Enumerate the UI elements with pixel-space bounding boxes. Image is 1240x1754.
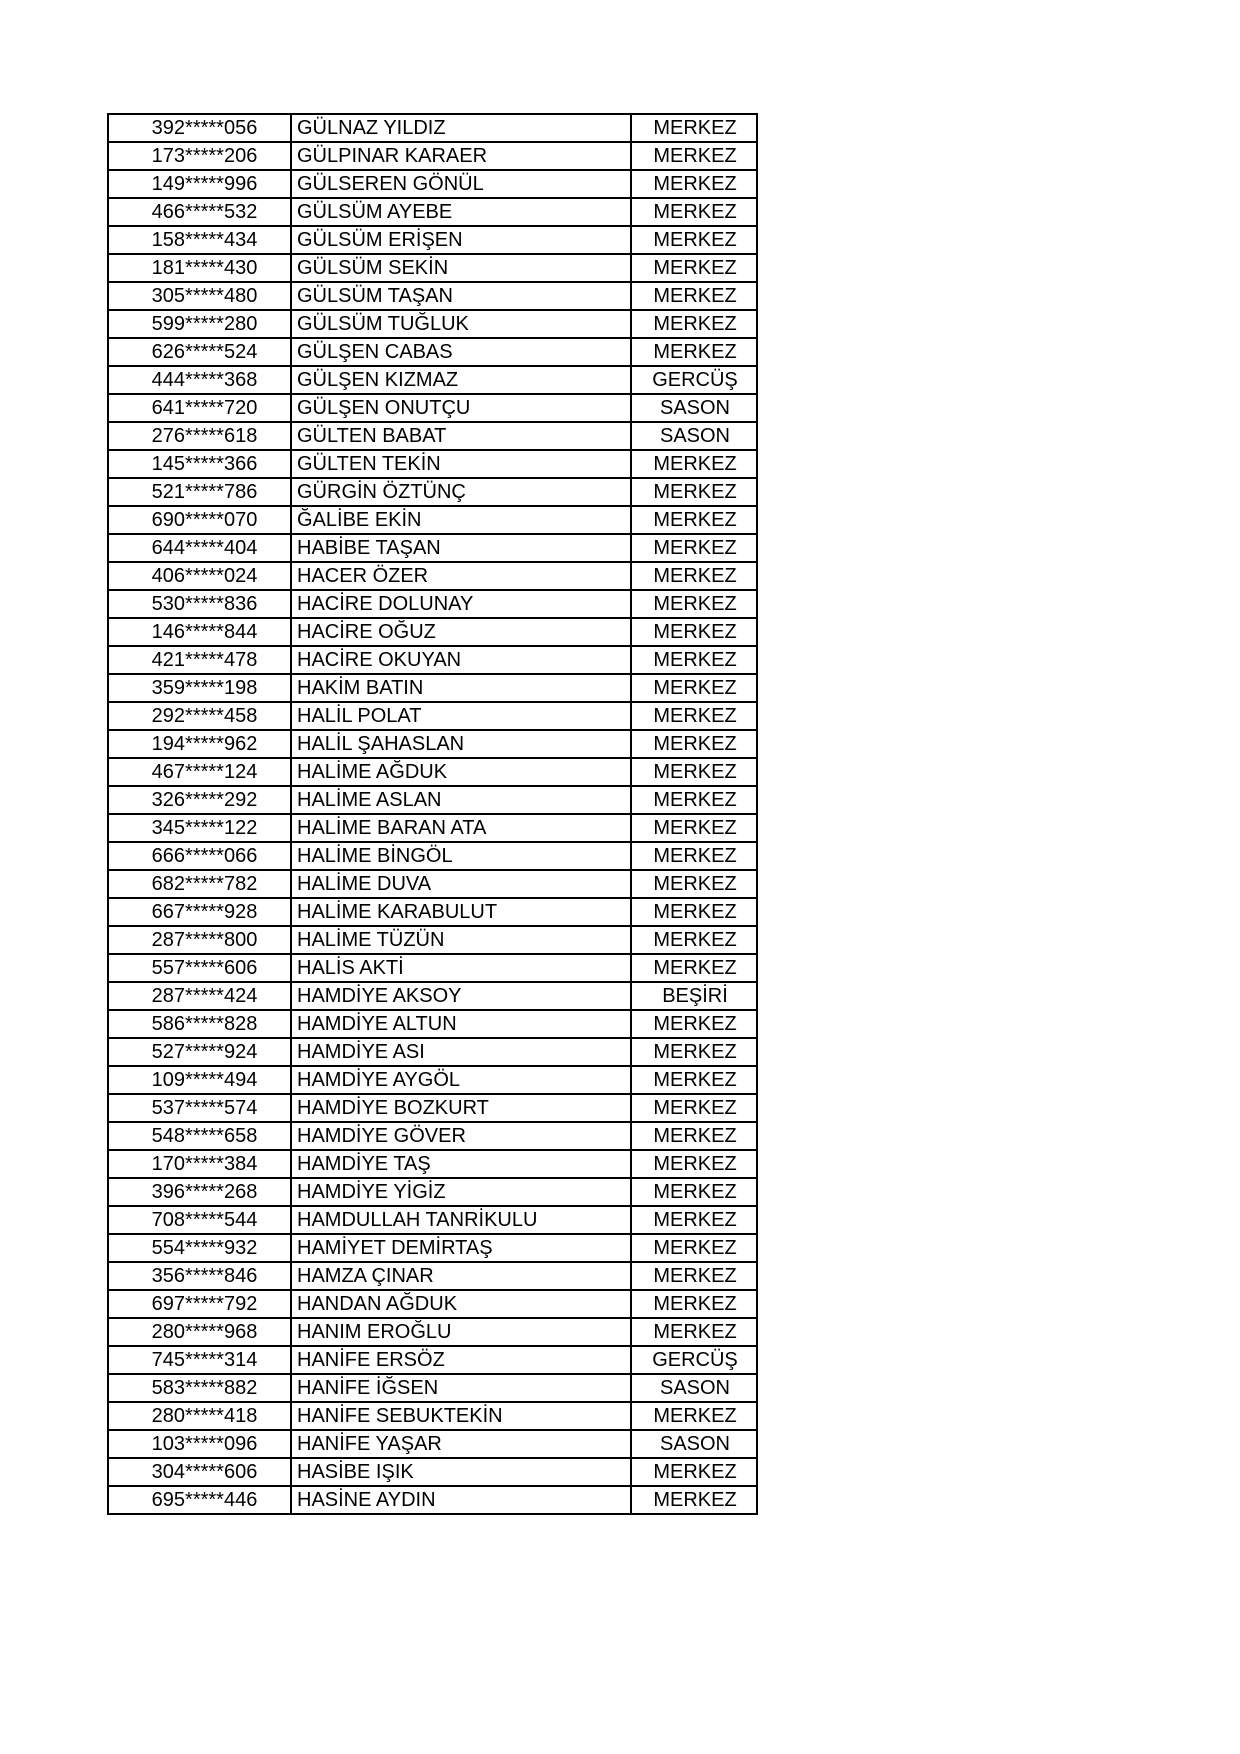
table-row [108,450,757,478]
table-row [108,870,757,898]
table-row [108,954,757,982]
table-row [108,1206,757,1234]
district-cell: MERKEZ [631,1486,757,1514]
district-cell: MERKEZ [631,954,757,982]
id-cell: 467*****124 [108,758,291,786]
district-cell: MERKEZ [631,478,757,506]
id-cell: 586*****828 [108,1010,291,1038]
district-cell: MERKEZ [631,1150,757,1178]
name-cell: GÜLŞEN ONUTÇU [291,394,631,422]
id-cell: 146*****844 [108,618,291,646]
id-cell: 626*****524 [108,338,291,366]
name-cell: HALİME BARAN ATA [291,814,631,842]
name-cell: GÜRGİN ÖZTÜNÇ [291,478,631,506]
name-cell: HAMDİYE BOZKURT [291,1094,631,1122]
name-cell: GÜLŞEN CABAS [291,338,631,366]
id-cell: 682*****782 [108,870,291,898]
person-list-table [107,113,758,1515]
name-cell: HALİME DUVA [291,870,631,898]
district-cell: MERKEZ [631,898,757,926]
table-row [108,562,757,590]
id-cell: 292*****458 [108,702,291,730]
district-cell: MERKEZ [631,1458,757,1486]
name-cell: HAMDİYE YİGİZ [291,1178,631,1206]
name-cell: HANIM EROĞLU [291,1318,631,1346]
district-cell: MERKEZ [631,114,757,142]
id-cell: 287*****424 [108,982,291,1010]
name-cell: HALİL ŞAHASLAN [291,730,631,758]
id-cell: 557*****606 [108,954,291,982]
name-cell: HASİNE AYDIN [291,1486,631,1514]
district-cell: MERKEZ [631,674,757,702]
table-row [108,114,757,142]
id-cell: 406*****024 [108,562,291,590]
name-cell: HALİME BİNGÖL [291,842,631,870]
district-cell: MERKEZ [631,1066,757,1094]
district-cell: MERKEZ [631,506,757,534]
id-cell: 287*****800 [108,926,291,954]
table-row [108,1094,757,1122]
name-cell: GÜLSÜM ERİŞEN [291,226,631,254]
name-cell: HAMZA ÇINAR [291,1262,631,1290]
table-row [108,170,757,198]
district-cell: MERKEZ [631,870,757,898]
district-cell: MERKEZ [631,170,757,198]
table-row [108,1346,757,1374]
name-cell: HAMDİYE AKSOY [291,982,631,1010]
district-cell: MERKEZ [631,758,757,786]
name-cell: HACİRE OĞUZ [291,618,631,646]
table-row [108,1150,757,1178]
table-row [108,366,757,394]
district-cell: MERKEZ [631,842,757,870]
table-row [108,226,757,254]
name-cell: HAMDİYE GÖVER [291,1122,631,1150]
table-row [108,1290,757,1318]
district-cell: MERKEZ [631,1234,757,1262]
name-cell: HACİRE OKUYAN [291,646,631,674]
table-row [108,898,757,926]
district-cell: MERKEZ [631,730,757,758]
id-cell: 396*****268 [108,1178,291,1206]
name-cell: GÜLSEREN GÖNÜL [291,170,631,198]
id-cell: 521*****786 [108,478,291,506]
id-cell: 103*****096 [108,1430,291,1458]
table-row [108,422,757,450]
id-cell: 304*****606 [108,1458,291,1486]
name-cell: GÜLTEN BABAT [291,422,631,450]
table-row [108,338,757,366]
table-body [108,114,757,1514]
district-cell: MERKEZ [631,1262,757,1290]
table-row [108,142,757,170]
name-cell: HAMDİYE TAŞ [291,1150,631,1178]
id-cell: 173*****206 [108,142,291,170]
district-cell: BEŞİRİ [631,982,757,1010]
district-cell: MERKEZ [631,226,757,254]
district-cell: SASON [631,422,757,450]
district-cell: MERKEZ [631,1094,757,1122]
district-cell: MERKEZ [631,786,757,814]
name-cell: HAMDULLAH TANRİKULU [291,1206,631,1234]
id-cell: 280*****968 [108,1318,291,1346]
table-row [108,674,757,702]
name-cell: ĞALİBE EKİN [291,506,631,534]
name-cell: GÜLSÜM TAŞAN [291,282,631,310]
id-cell: 690*****070 [108,506,291,534]
name-cell: HAKİM BATIN [291,674,631,702]
name-cell: HASİBE IŞIK [291,1458,631,1486]
name-cell: GÜLSÜM SEKİN [291,254,631,282]
table-row [108,590,757,618]
district-cell: MERKEZ [631,450,757,478]
district-cell: MERKEZ [631,1318,757,1346]
table-row [108,1402,757,1430]
district-cell: MERKEZ [631,534,757,562]
table-row [108,982,757,1010]
name-cell: HAMDİYE ALTUN [291,1010,631,1038]
name-cell: GÜLSÜM TUĞLUK [291,310,631,338]
table-row [108,282,757,310]
name-cell: HALİME AĞDUK [291,758,631,786]
id-cell: 644*****404 [108,534,291,562]
table-row [108,1458,757,1486]
name-cell: HAMİYET DEMİRTAŞ [291,1234,631,1262]
table-row [108,1010,757,1038]
id-cell: 697*****792 [108,1290,291,1318]
id-cell: 345*****122 [108,814,291,842]
table-row [108,926,757,954]
district-cell: MERKEZ [631,310,757,338]
district-cell: MERKEZ [631,1038,757,1066]
table-row [108,758,757,786]
table-row [108,1066,757,1094]
table-row [108,1486,757,1514]
district-cell: MERKEZ [631,1290,757,1318]
id-cell: 181*****430 [108,254,291,282]
name-cell: HACİRE DOLUNAY [291,590,631,618]
name-cell: HANİFE ERSÖZ [291,1346,631,1374]
district-cell: MERKEZ [631,1122,757,1150]
district-cell: MERKEZ [631,198,757,226]
table-row [108,1178,757,1206]
name-cell: HALİME TÜZÜN [291,926,631,954]
id-cell: 583*****882 [108,1374,291,1402]
name-cell: HANİFE YAŞAR [291,1430,631,1458]
name-cell: HANİFE İĞSEN [291,1374,631,1402]
district-cell: SASON [631,1430,757,1458]
table-row [108,702,757,730]
district-cell: MERKEZ [631,814,757,842]
id-cell: 359*****198 [108,674,291,702]
id-cell: 537*****574 [108,1094,291,1122]
table-row [108,1038,757,1066]
id-cell: 276*****618 [108,422,291,450]
table-row [108,478,757,506]
table-row [108,730,757,758]
id-cell: 421*****478 [108,646,291,674]
name-cell: HABİBE TAŞAN [291,534,631,562]
id-cell: 158*****434 [108,226,291,254]
table-row [108,1374,757,1402]
id-cell: 280*****418 [108,1402,291,1430]
table-row [108,534,757,562]
district-cell: MERKEZ [631,1206,757,1234]
id-cell: 708*****544 [108,1206,291,1234]
name-cell: HALİS AKTİ [291,954,631,982]
id-cell: 109*****494 [108,1066,291,1094]
district-cell: GERCÜŞ [631,366,757,394]
id-cell: 149*****996 [108,170,291,198]
name-cell: GÜLŞEN KIZMAZ [291,366,631,394]
id-cell: 599*****280 [108,310,291,338]
district-cell: MERKEZ [631,926,757,954]
name-cell: HANDAN AĞDUK [291,1290,631,1318]
district-cell: GERCÜŞ [631,1346,757,1374]
id-cell: 444*****368 [108,366,291,394]
table-row [108,310,757,338]
id-cell: 194*****962 [108,730,291,758]
name-cell: GÜLTEN TEKİN [291,450,631,478]
table-row [108,1262,757,1290]
id-cell: 326*****292 [108,786,291,814]
name-cell: HAMDİYE ASI [291,1038,631,1066]
id-cell: 356*****846 [108,1262,291,1290]
name-cell: GÜLPINAR KARAER [291,142,631,170]
table-row [108,506,757,534]
table-row [108,786,757,814]
name-cell: HAMDİYE AYGÖL [291,1066,631,1094]
table-row [108,618,757,646]
name-cell: HALİME KARABULUT [291,898,631,926]
name-cell: GÜLNAZ YILDIZ [291,114,631,142]
id-cell: 145*****366 [108,450,291,478]
table-row [108,646,757,674]
name-cell: HANİFE SEBUKTEKİN [291,1402,631,1430]
district-cell: SASON [631,1374,757,1402]
id-cell: 548*****658 [108,1122,291,1150]
id-cell: 305*****480 [108,282,291,310]
name-cell: HACER ÖZER [291,562,631,590]
id-cell: 530*****836 [108,590,291,618]
table-row [108,394,757,422]
id-cell: 392*****056 [108,114,291,142]
id-cell: 745*****314 [108,1346,291,1374]
id-cell: 466*****532 [108,198,291,226]
district-cell: MERKEZ [631,1402,757,1430]
table-row [108,1430,757,1458]
id-cell: 170*****384 [108,1150,291,1178]
district-cell: SASON [631,394,757,422]
table-row [108,1122,757,1150]
id-cell: 667*****928 [108,898,291,926]
district-cell: MERKEZ [631,282,757,310]
table-row [108,1318,757,1346]
district-cell: MERKEZ [631,1010,757,1038]
name-cell: HALİME ASLAN [291,786,631,814]
id-cell: 666*****066 [108,842,291,870]
id-cell: 641*****720 [108,394,291,422]
district-cell: MERKEZ [631,702,757,730]
district-cell: MERKEZ [631,142,757,170]
district-cell: MERKEZ [631,590,757,618]
id-cell: 695*****446 [108,1486,291,1514]
name-cell: GÜLSÜM AYEBE [291,198,631,226]
id-cell: 554*****932 [108,1234,291,1262]
table-row [108,1234,757,1262]
district-cell: MERKEZ [631,338,757,366]
table-row [108,842,757,870]
district-cell: MERKEZ [631,254,757,282]
table-row [108,198,757,226]
table-row [108,814,757,842]
district-cell: MERKEZ [631,618,757,646]
name-cell: HALİL POLAT [291,702,631,730]
district-cell: MERKEZ [631,1178,757,1206]
id-cell: 527*****924 [108,1038,291,1066]
table-row [108,254,757,282]
district-cell: MERKEZ [631,562,757,590]
district-cell: MERKEZ [631,646,757,674]
